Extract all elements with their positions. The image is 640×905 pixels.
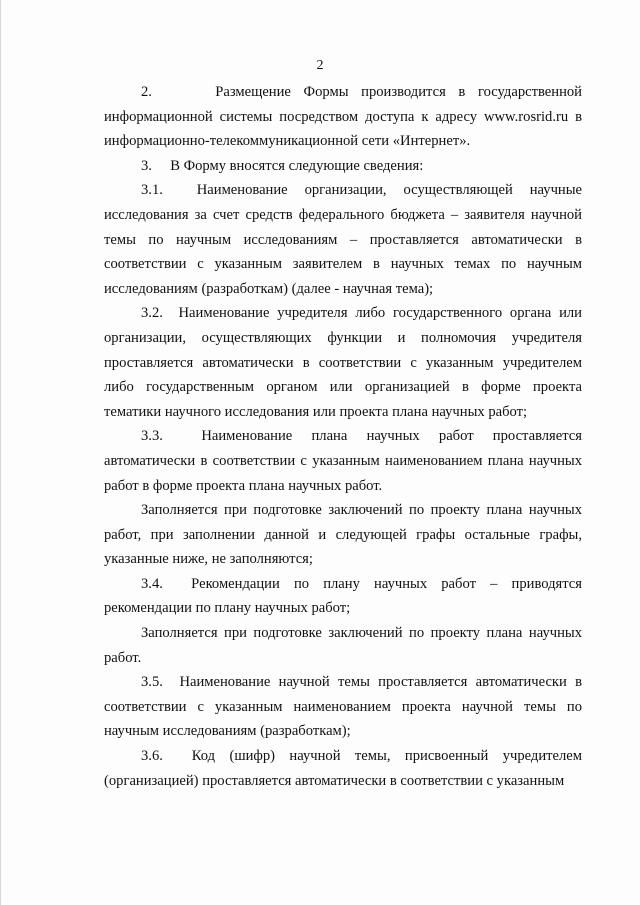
paragraph-3-1: 3.1. Наименование организации, осуществляющей научные исследования за счет средств федерального бюджета – заявителя научной темы по научным исследованиям – проставляется автоматически в соответствии с указанным заявителем в научных темах по научным исследованиям (разработкам) (далее - научная тема); — [104, 182, 582, 297]
paragraph-3-2: 3.2. Наименование учредителя либо государственного органа или организации, осуществляющих функции и полномочия учредителя проставляется автоматически в соответствии с указанным учредителем либо государственным органом или организацией в форме проекта тематики научного исследования или проекта плана научных работ; — [104, 305, 582, 420]
page-edge — [0, 0, 1, 905]
paragraph-3-5: 3.5. Наименование научной темы проставляется автоматически в соответствии с указанным наименованием проекта научной темы по научным исследованиям (разработкам); — [104, 674, 582, 740]
paragraph-2: 2. Размещение Формы производится в государственной информационной системы посредством доступа к адресу www.rosrid.ru в информационно-телекоммуникационной сети «Интернет». — [104, 84, 582, 150]
paragraph-3: 3. В Форму вносятся следующие сведения: — [141, 157, 424, 174]
paragraph-3-3: 3.3. Наименование плана научных работ проставляется автоматически в соответствии с указанным наименованием плана научных работ в форме проекта плана научных работ. — [104, 428, 582, 494]
paragraph-3-6: 3.6. Код (шифр) научной темы, присвоенный учредителем (организацией) проставляется автоматически в соответствии с указанным — [104, 748, 582, 789]
page-number: 2 — [316, 58, 324, 73]
paragraph-note-1: Заполняется при подготовке заключений по проекту плана научных работ, при заполнении данной и следующей графы остальные графы, указанные ниже, не заполняются; — [104, 502, 582, 568]
paragraph-note-2: Заполняется при подготовке заключений по проекту плана научных работ. — [104, 625, 582, 666]
paragraph-3-4: 3.4. Рекомендации по плану научных работ – приводятся рекомендации по плану научных работ; — [104, 575, 582, 617]
document-body — [104, 80, 582, 793]
